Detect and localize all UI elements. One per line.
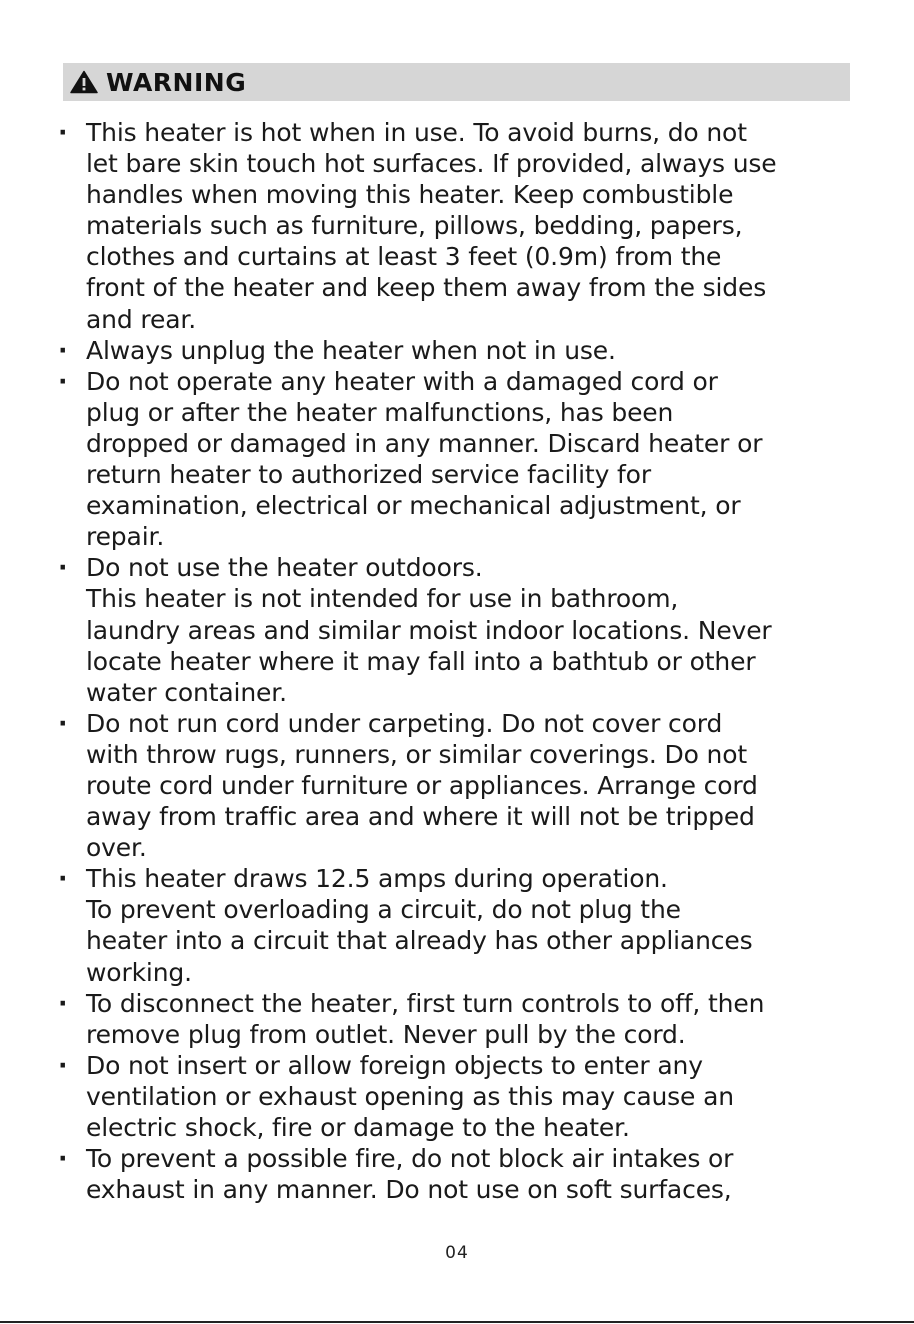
warning-item: [58, 335, 858, 366]
bullet-icon: ·: [58, 118, 68, 147]
warning-text-line: water container.: [86, 677, 287, 707]
warning-text-line: away from traffic area and where it will not be tripped: [86, 802, 755, 832]
warning-text-line: exhaust in any manner. Do not use on soft surfaces,: [86, 1175, 732, 1205]
page-number: 04: [445, 1243, 469, 1263]
bullet-icon: ·: [58, 988, 68, 1018]
warning-text-line: Do not run cord under carpeting. Do not cover cord: [86, 708, 723, 738]
warning-text-line: repair.: [86, 522, 165, 552]
warning-text-line: Do not use the heater outdoors.: [86, 553, 483, 583]
warning-text-line: examination, electrical or mechanical adjustment, or: [86, 491, 741, 521]
warning-text-line: Do not insert or allow foreign objects to enter any: [86, 1050, 703, 1080]
warning-text-line: handles when moving this heater. Keep combustible: [86, 180, 734, 210]
warning-text-line: plug or after the heater malfunctions, has been: [86, 397, 674, 427]
bullet-icon: ·: [58, 553, 68, 583]
warning-text-line: let bare skin touch hot surfaces. If provided, always use: [86, 149, 777, 179]
warning-text-line: laundry areas and similar moist indoor locations. Never: [86, 615, 772, 645]
warning-item: [58, 366, 858, 553]
bullet-icon: ·: [58, 864, 68, 894]
warning-text-line: locate heater where it may fall into a bathtub or other: [86, 646, 756, 676]
warning-text-line: with throw rugs, runners, or similar coverings. Do not: [86, 739, 748, 769]
warning-title: WARNING: [106, 67, 247, 97]
warning-triangle-icon: [70, 70, 98, 94]
warning-item: [58, 1143, 858, 1205]
warning-item: [58, 552, 858, 707]
bullet-icon: ·: [58, 1050, 68, 1080]
bullet-icon: ·: [58, 366, 68, 396]
warning-text-line: remove plug from outlet. Never pull by the cord.: [86, 1019, 686, 1049]
warning-text-line: materials such as furniture, pillows, bedding, papers,: [86, 211, 743, 241]
warning-text-line: over.: [86, 833, 147, 863]
bullet-icon: ·: [58, 335, 68, 365]
warning-text-line: electric shock, fire or damage to the heater.: [86, 1113, 630, 1142]
warning-text-line: route cord under furniture or appliances. Arrange cord: [86, 770, 758, 800]
warning-text-line: To prevent a possible fire, do not block air intakes or: [86, 1144, 734, 1174]
warning-text-line: clothes and curtains at least 3 feet (0.9m) from the: [86, 242, 722, 272]
warning-item: [58, 708, 858, 863]
warning-text-line: dropped or damaged in any manner. Discard heater or: [86, 428, 763, 458]
warning-text-line: front of the heater and keep them away from the sides: [86, 273, 767, 303]
warning-item: [58, 988, 858, 1050]
bullet-icon: ·: [58, 1144, 68, 1174]
warning-text-line: and rear.: [86, 304, 196, 334]
warning-text-line: This heater is not intended for use in bathroom,: [86, 584, 679, 614]
warning-text-line: return heater to authorized service facility for: [86, 460, 651, 490]
warning-text-line: working.: [86, 957, 192, 987]
warning-text-line: heater into a circuit that already has other appliances: [86, 926, 753, 956]
bottom-rule: [0, 1321, 914, 1323]
warning-item: [58, 117, 858, 335]
warning-text-line: Always unplug the heater when not in use.: [86, 335, 616, 365]
warning-text-line: Do not operate any heater with a damaged cord or: [86, 366, 718, 396]
warning-item: [58, 1050, 858, 1143]
warning-text-line: ventilation or exhaust opening as this may cause an: [86, 1081, 734, 1111]
warning-item: [58, 863, 858, 987]
warning-text-line: This heater draws 12.5 amps during operation.: [86, 864, 668, 894]
warning-list: [58, 117, 858, 1205]
warning-text-line: To prevent overloading a circuit, do not plug the: [86, 895, 681, 925]
warning-header: [63, 63, 850, 101]
warning-text-line: This heater is hot when in use. To avoid burns, do not: [86, 118, 747, 147]
warning-text-line: To disconnect the heater, first turn controls to off, then: [86, 988, 765, 1018]
bullet-icon: ·: [58, 708, 68, 738]
